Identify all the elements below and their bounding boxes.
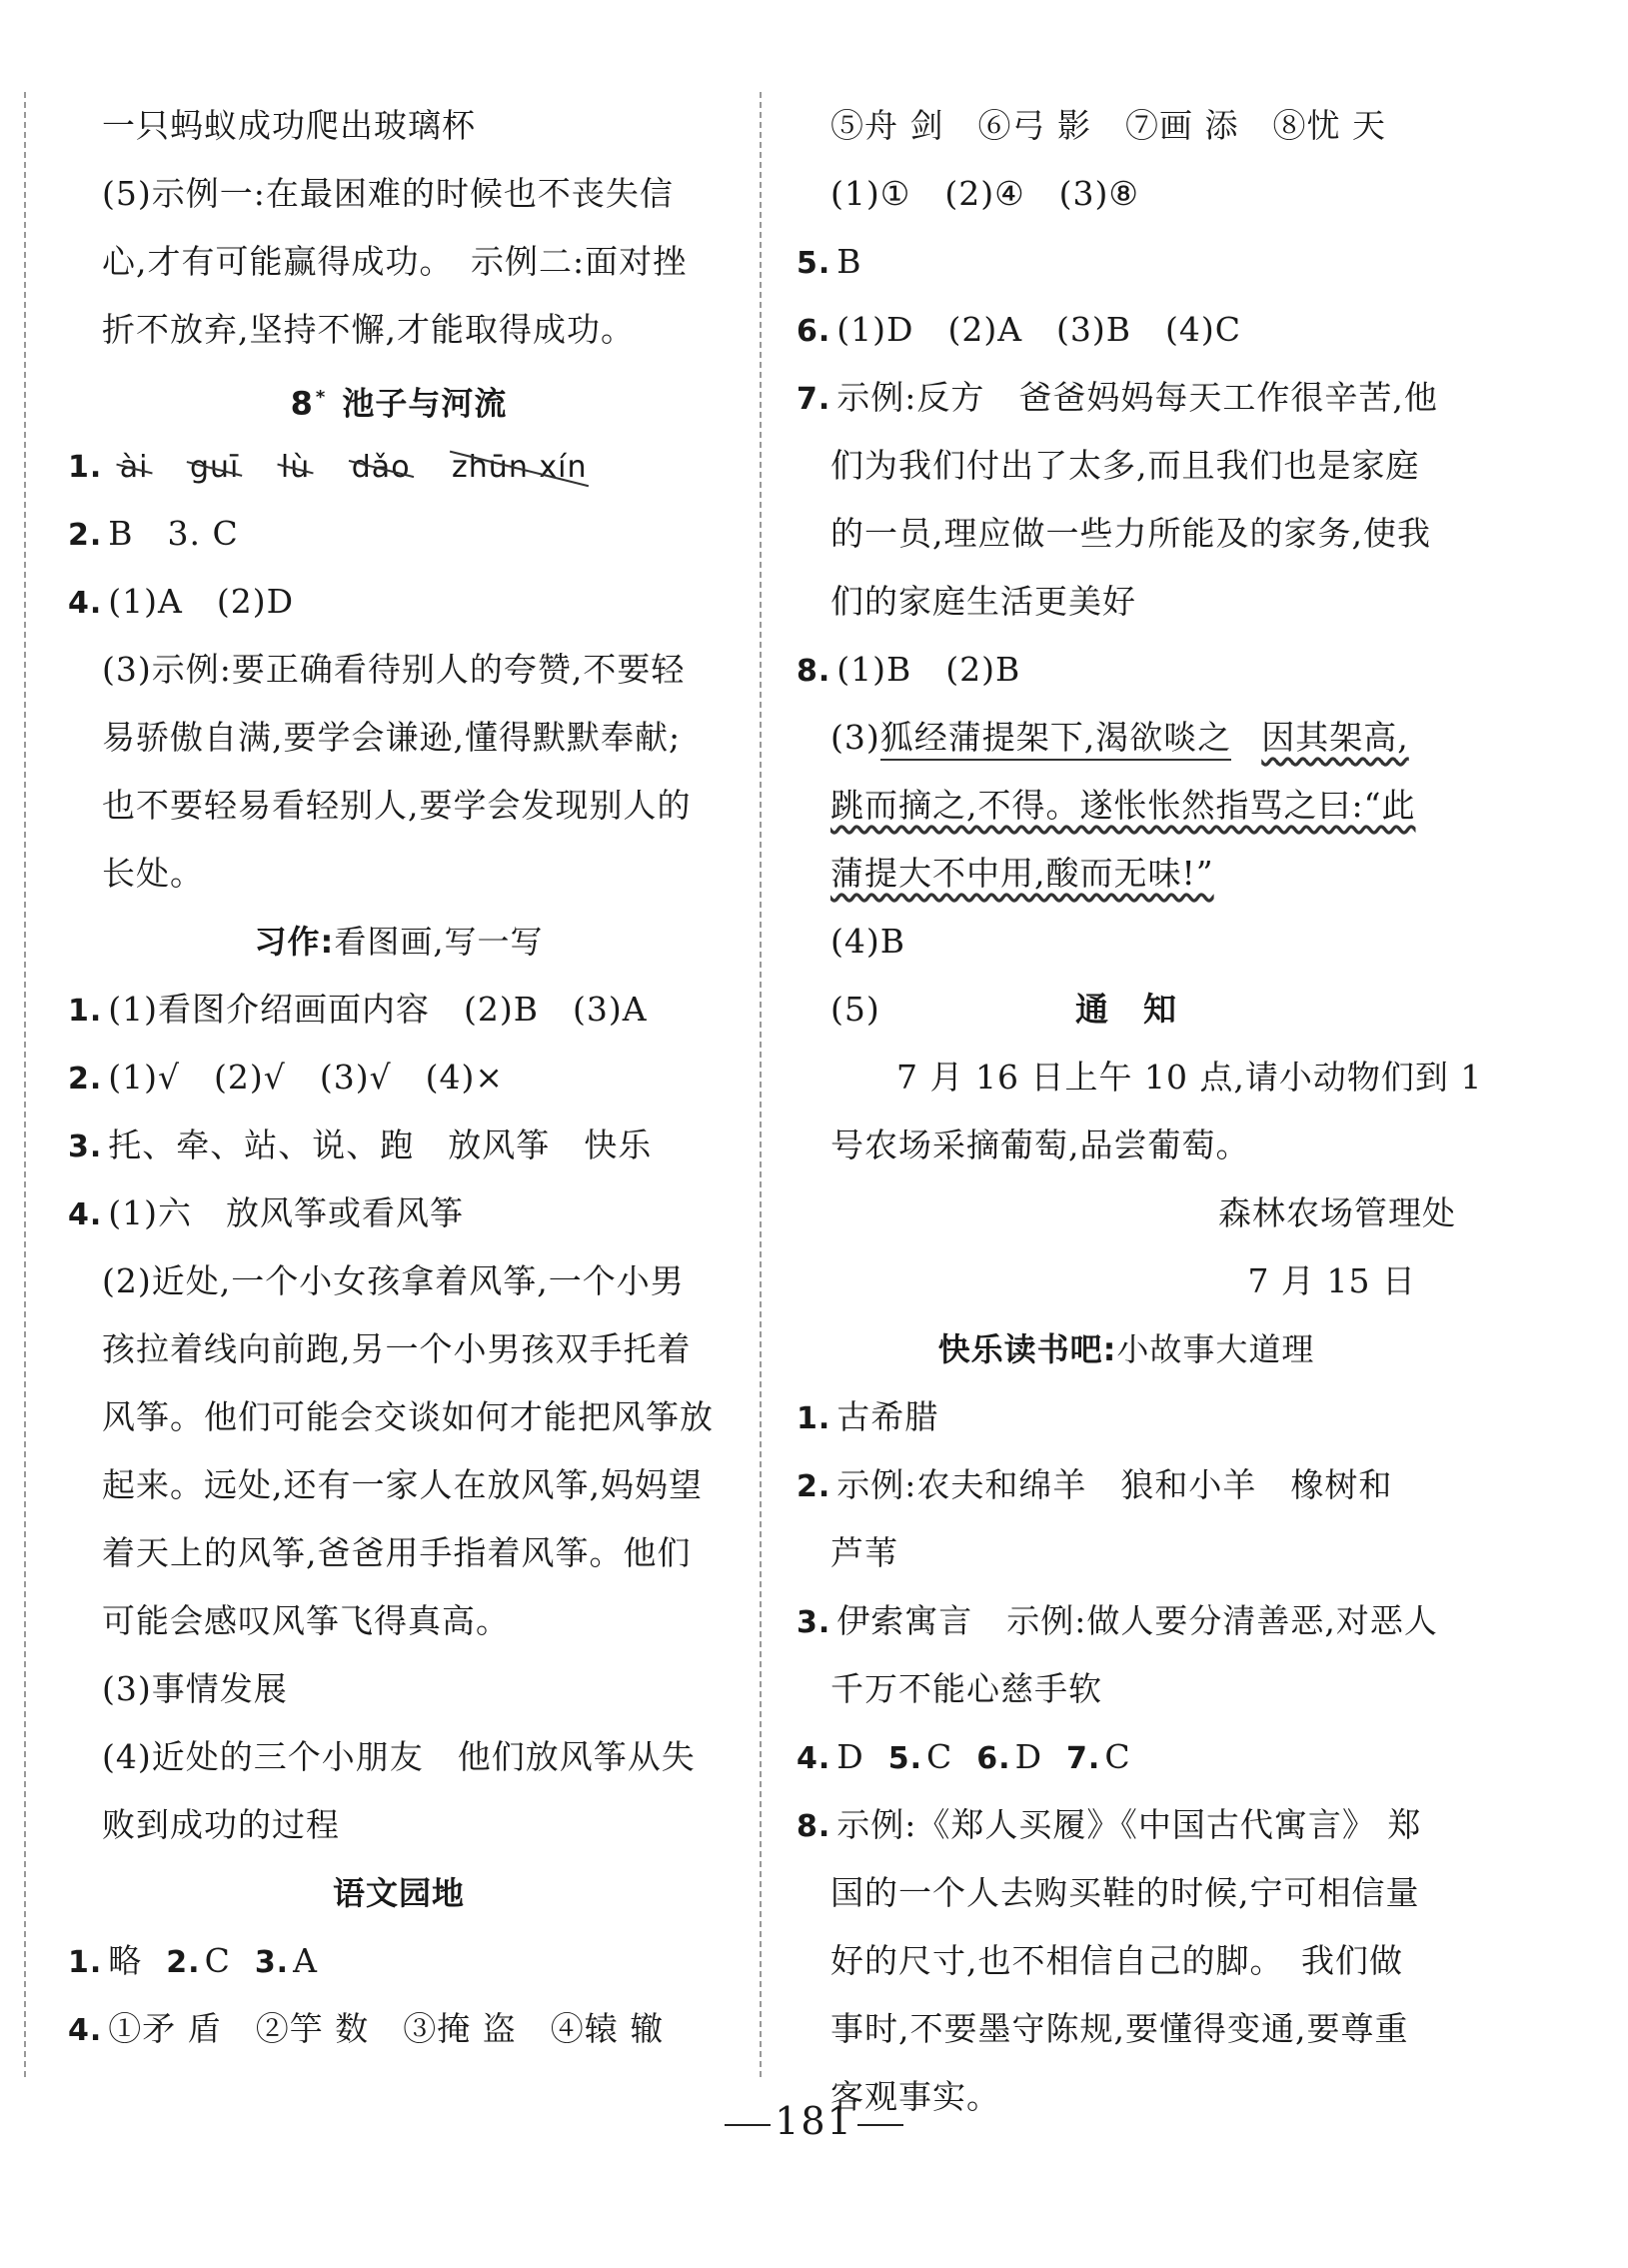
- yuwen-question-4: [68, 1995, 730, 2063]
- text-line: 的一员,理应做一些力所能及的家务,使我: [830, 514, 1431, 553]
- answer-text: (1)看图介绍画面内容 (2)B (3)A: [108, 990, 648, 1029]
- text-line: 客观事实。: [830, 2077, 1000, 2116]
- question-number: 4.: [68, 586, 103, 621]
- wavy-underlined-quote: 因其架高,: [1261, 718, 1409, 757]
- wavy-underlined-quote: 蒲提大不中用,酸而无味!”: [830, 854, 1214, 893]
- reading-question-8: [797, 1791, 1456, 1859]
- notice-title: 通 知: [1075, 990, 1177, 1029]
- question-4: [68, 568, 730, 636]
- section-title: 快乐读书吧:: [937, 1330, 1117, 1368]
- pinyin-item: guī: [190, 448, 239, 488]
- question-number: 2.: [166, 1945, 201, 1980]
- right-column: [797, 92, 1483, 2131]
- reading-questions-4-7: [797, 1723, 1456, 1791]
- lesson-star: *: [315, 387, 327, 408]
- pinyin-item: dǎo: [352, 448, 411, 488]
- text-line: 着天上的风筝,爸爸用手指着风筝。他们: [102, 1533, 692, 1572]
- lesson-8-heading: [68, 364, 730, 432]
- answer-text: 托、牵、站、说、跑 放风筝 快乐: [108, 1126, 653, 1164]
- answer-text: C: [926, 1737, 953, 1776]
- answer-text: C: [204, 1941, 231, 1980]
- text-line: 心,才有可能赢得成功。 示例二:面对挫: [102, 242, 688, 281]
- xizuo-question-3: [68, 1112, 730, 1179]
- section-title: 习作:: [254, 923, 335, 961]
- xizuo-question-2: [68, 1044, 730, 1112]
- text-line: (2)近处,一个小女孩拿着风筝,一个小男: [102, 1261, 685, 1300]
- pinyin-item: zhūn xín: [452, 448, 587, 488]
- text-line: (3)事情发展: [102, 1669, 288, 1708]
- text-line: 长处。: [102, 854, 204, 893]
- question-number: 8.: [797, 1809, 831, 1844]
- left-column: [68, 92, 730, 2063]
- question-number: 1.: [68, 1945, 103, 1980]
- text-line: ⑤舟 剑 ⑥弓 影 ⑦画 添 ⑧忧 天: [830, 106, 1386, 145]
- answer-text: ①矛 盾 ②竽 数 ③掩 盗 ④辕 辙: [108, 2009, 665, 2048]
- sub-question-label: (3): [830, 718, 880, 757]
- yuwen-questions-1-3: [68, 1927, 730, 1995]
- answer-text: 略: [108, 1941, 143, 1980]
- notice-body: 7 月 16 日上午 10 点,请小动物们到 1: [896, 1058, 1483, 1097]
- text-line: 事时,不要墨守陈规,要懂得变通,要尊重: [830, 2009, 1409, 2048]
- answer-text: (1)B (2)B: [836, 650, 1021, 689]
- question-number: 6.: [797, 314, 831, 349]
- question-number: 7.: [1066, 1741, 1101, 1776]
- question-number: 5.: [797, 246, 831, 281]
- question-2: [68, 500, 730, 568]
- notice-date: 7 月 15 日: [1247, 1261, 1416, 1300]
- page-number-dash-left: [725, 2124, 771, 2126]
- reading-question-2: [797, 1451, 1456, 1519]
- question-number: 2.: [68, 1062, 103, 1097]
- answer-text: C: [1104, 1737, 1131, 1776]
- question-number: 4.: [68, 2013, 103, 2048]
- reading-question-1: [797, 1383, 1456, 1451]
- question-number: 5.: [887, 1741, 923, 1776]
- text-line: (4)B: [830, 922, 905, 961]
- pinyin-item: lù: [281, 448, 310, 488]
- text-line: 千万不能心慈手软: [830, 1669, 1102, 1708]
- question-number: 1.: [68, 450, 103, 485]
- page-number-value: 181: [775, 2099, 853, 2143]
- text-line: 芦苇: [830, 1533, 898, 1572]
- text-line: [797, 704, 1456, 772]
- section-subtitle: 小故事大道理: [1116, 1330, 1315, 1368]
- text-line: (3)示例:要正确看待别人的夸赞,不要轻: [102, 650, 686, 689]
- question-1: [68, 432, 730, 500]
- answer-text: (1)D (2)A (3)B (4)C: [836, 310, 1242, 349]
- wavy-underlined-quote: 跳而摘之,不得。遂怅怅然指骂之曰:“此: [830, 786, 1416, 825]
- answer-text: 伊索寓言 示例:做人要分清善恶,对恶人: [836, 1601, 1438, 1640]
- pinyin-item: ài: [120, 448, 149, 488]
- text-line: 可能会感叹风筝飞得真高。: [102, 1601, 510, 1640]
- text-line: 风筝。他们可能会交谈如何才能把风筝放: [102, 1397, 714, 1436]
- text-line: 一只蚂蚁成功爬出玻璃杯: [102, 106, 476, 145]
- page-number-dash-right: [857, 2124, 903, 2126]
- text-line: 们的家庭生活更美好: [830, 582, 1136, 621]
- section-subtitle: 看图画,写一写: [334, 923, 544, 961]
- answer-text: 示例:反方 爸爸妈妈每天工作很辛苦,他: [836, 378, 1438, 417]
- question-number: 8.: [797, 654, 831, 689]
- answer-text: D: [836, 1737, 864, 1776]
- answer-text: 示例:《郑人买履》《中国古代寓言》 郑: [836, 1805, 1422, 1844]
- question-number: 2.: [68, 518, 103, 553]
- text-line: [797, 840, 1456, 908]
- answer-text: B 3. C: [108, 514, 239, 553]
- notice-title-line: [797, 976, 1456, 1044]
- reading-heading: [797, 1315, 1456, 1383]
- text-line: 孩拉着线向前跑,另一个小男孩双手托着: [102, 1329, 692, 1368]
- yuwen-yuandi-heading: 语文园地: [332, 1874, 465, 1912]
- page-number: [0, 2099, 1628, 2143]
- text-line: 败到成功的过程: [102, 1805, 340, 1844]
- text-line: (4)近处的三个小朋友 他们放风筝从失: [102, 1737, 696, 1776]
- text-line: 国的一个人去购买鞋的时候,宁可相信量: [830, 1873, 1420, 1912]
- question-number: 6.: [976, 1741, 1011, 1776]
- question-number: 1.: [797, 1401, 831, 1436]
- text-line: 折不放弃,坚持不懈,才能取得成功。: [102, 310, 635, 349]
- question-number: 3.: [68, 1130, 103, 1164]
- question-6: [797, 296, 1456, 364]
- notice-body: 号农场采摘葡萄,品尝葡萄。: [830, 1126, 1250, 1164]
- text-line: 们为我们付出了太多,而且我们也是家庭: [830, 446, 1420, 485]
- left-margin-rule: [24, 92, 26, 2077]
- answer-text: (1)A (2)D: [108, 582, 295, 621]
- question-8: [797, 636, 1456, 704]
- underlined-quote: 狐经蒲提架下,渴欲啖之: [880, 718, 1232, 761]
- text-line: [797, 772, 1456, 840]
- text-line: 也不要轻易看轻别人,要学会发现别人的: [102, 786, 692, 825]
- question-number: 3.: [254, 1945, 290, 1980]
- lesson-title: 池子与河流: [342, 384, 508, 423]
- question-number: 1.: [68, 994, 103, 1029]
- answer-text: D: [1014, 1737, 1043, 1776]
- sub-question-label: (5): [830, 990, 880, 1029]
- xizuo-question-4: [68, 1179, 730, 1247]
- answer-text: 古希腊: [836, 1397, 939, 1436]
- question-7: [797, 364, 1456, 432]
- question-number: 4.: [68, 1197, 103, 1232]
- question-number: 7.: [797, 382, 831, 417]
- answer-text: (1)√ (2)√ (3)√ (4)×: [108, 1058, 504, 1097]
- question-5: [797, 228, 1456, 296]
- question-number: 3.: [797, 1605, 831, 1640]
- answer-text: A: [293, 1941, 318, 1980]
- text-line: (1)① (2)④ (3)⑧: [830, 174, 1139, 213]
- question-number: 4.: [797, 1741, 831, 1776]
- xizuo-question-1: [68, 976, 730, 1044]
- text-line: 起来。远处,还有一家人在放风筝,妈妈望: [102, 1465, 703, 1504]
- text-line: (5)示例一:在最困难的时候也不丧失信: [102, 174, 674, 213]
- lesson-number: 8: [290, 384, 314, 423]
- answer-text: B: [836, 242, 862, 281]
- question-number: 2.: [797, 1469, 831, 1504]
- text-line: 好的尺寸,也不相信自己的脚。 我们做: [830, 1941, 1403, 1980]
- notice-signature: 森林农场管理处: [1218, 1193, 1456, 1232]
- column-divider: [760, 92, 762, 2077]
- reading-question-3: [797, 1587, 1456, 1655]
- text-line: 易骄傲自满,要学会谦逊,懂得默默奉献;: [102, 718, 682, 757]
- answer-text: (1)六 放风筝或看风筝: [108, 1193, 465, 1232]
- answer-text: 示例:农夫和绵羊 狼和小羊 橡树和: [836, 1465, 1393, 1504]
- xizuo-heading: [68, 908, 730, 976]
